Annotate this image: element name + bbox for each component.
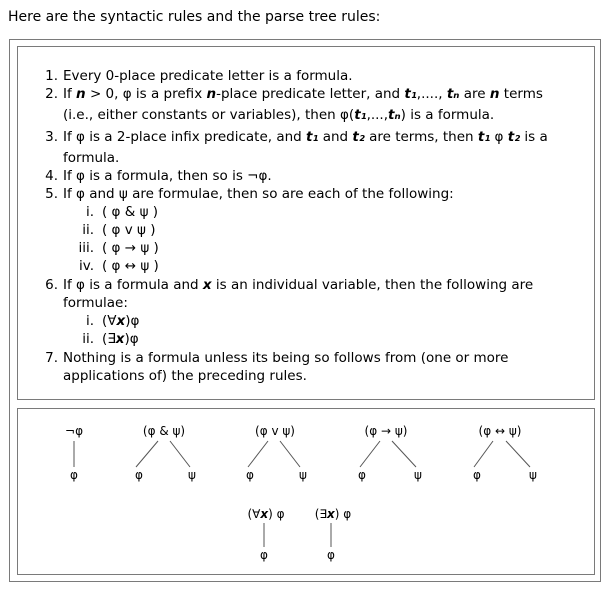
parse-tree-rules-box xyxy=(17,408,595,575)
edge-or-left xyxy=(248,441,268,467)
rule-number: 2. xyxy=(45,86,58,102)
tree-or-right: ψ xyxy=(299,468,307,482)
rule-number: 4. xyxy=(45,168,58,184)
edge-imp-left xyxy=(360,441,380,467)
rule-text: If φ is a 2-place infix predicate, and t₁ and t₂ are terms, then t₁ φ t₂ is a xyxy=(63,129,548,145)
edge-imp-right xyxy=(392,441,416,467)
rule-number: 6. xyxy=(45,277,58,293)
rule-text: If φ is a formula, then so is ¬φ. xyxy=(63,168,272,184)
tree-ex-child: φ xyxy=(327,548,335,562)
tree-iff-left: φ xyxy=(473,468,481,482)
edge-and-left xyxy=(136,441,158,467)
rule-number: 7. xyxy=(45,350,58,366)
tree-neg-root: ¬φ xyxy=(65,424,83,438)
tree-all-child: φ xyxy=(260,548,268,562)
tree-and-root: (φ & ψ) xyxy=(142,424,186,438)
tree-or-left: φ xyxy=(246,468,254,482)
rule-text: If φ and ψ are formulae, then so are each of the following: xyxy=(63,186,454,202)
edge-and-right xyxy=(170,441,190,467)
rule-text: If φ is a formula and x is an individual variable, then the following are xyxy=(63,277,534,293)
tree-imp-root: (φ → ψ) xyxy=(364,424,408,438)
rule-number: 3. xyxy=(45,129,58,145)
edge-iff-left xyxy=(474,441,493,467)
tree-and-right: ψ xyxy=(188,468,196,482)
tree-neg-child: φ xyxy=(70,468,78,482)
tree-and-left: φ xyxy=(135,468,143,482)
rule-text: Nothing is a formula unless its being so follows from (one or more xyxy=(63,350,509,366)
tree-imp-left: φ xyxy=(358,468,366,482)
tree-iff-right: ψ xyxy=(529,468,537,482)
tree-all-root: (∀x) φ xyxy=(247,507,285,521)
tree-ex-root: (∃x) φ xyxy=(314,507,352,521)
rule-number: 1. xyxy=(45,68,58,84)
tree-or-root: (φ v ψ) xyxy=(255,424,295,438)
edge-iff-right xyxy=(506,441,530,467)
rule-text: If n > 0, φ is a prefix n-place predicate letter, and t₁,...., tₙ are n terms xyxy=(63,86,543,102)
syntactic-rules-box: 1. Every 0-place predicate letter is a formula. 2. If n > 0, φ is a prefix n-place predicate letter, and t₁,...., tₙ are n terms (i.e., either constants or variables), then φ(t₁,...,tₙ) is a formula. 3. If φ is a 2-place infix predicate, and t₁ and t₂ are terms, then t₁ φ t₂ is a formula. 4. If φ is a formula, then so is ¬φ. 5. If φ and ψ are formulae, then so are each of the following: i. ( φ & ψ ) ii. ( φ v ψ ) iii. ( φ → ψ ) iv. ( φ ↔ ψ ) 6. If φ is a formula and x is an individual variable, then the following are formulae: i. (∀x)φ ii. (∃x)φ 7. Nothing is a formula unless its being so follows from (one or more applications of) the preceding rules. xyxy=(17,46,595,400)
edge-or-right xyxy=(280,441,300,467)
rule-number: 5. xyxy=(45,186,58,202)
rule-text: Every 0-place predicate letter is a formula. xyxy=(63,68,353,84)
tree-imp-right: ψ xyxy=(414,468,422,482)
intro-text: Here are the syntactic rules and the parse tree rules: xyxy=(8,9,381,25)
tree-iff-root: (φ ↔ ψ) xyxy=(478,424,522,438)
